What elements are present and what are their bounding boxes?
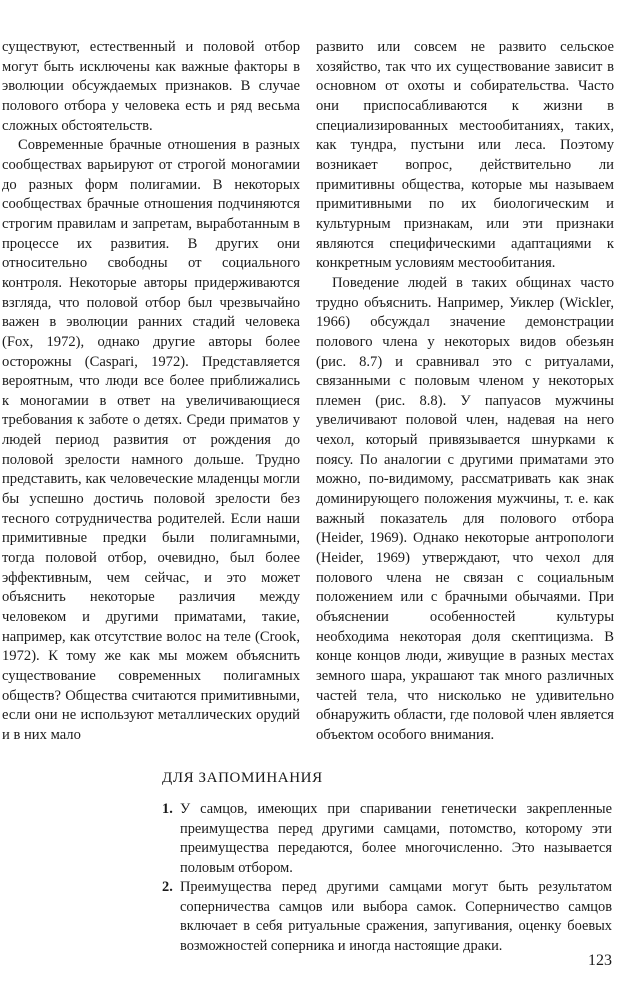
right-paragraph-2: Поведение людей в таких общинах часто трудно объяснить. Например, Уиклер (Wickler, 1966) обсуждал значение демонстрации полового члена у некоторых видов обезьян (рис. 8.7) и сравнивал это с ритуалами, связанными с половым членом у некоторых племен (рис. 8.8). У папуасов мужчины увеличивают половой член, надевая на него чехол, который привязывается шнурками к поясу. По аналогии с другими приматами это можно, по-видимому, рассматривать как знак доминирующего положения мужчины, т. е. как важный показатель для полового отбора (Heider, 1969). Однако некоторые антропологи (Heider, 1969) утверждают, что чехол для полового члена не связан с социальным положением или с брачными обычаями. При объяснении особенностей культуры необходима некоторая доля скептицизма. В конце концов люди, живущие в разных местах земного шара, украшают так много различных частей тела, что нисколько не удивительно обнаружить области, где половой член является объектом особого внимания.: [316, 274, 614, 743]
memo-list: [162, 800, 612, 956]
left-paragraph-2: Современные брачные отношения в разных сообществах варьируют от строгой моногамии до разных форм полигамии. В некоторых сообществах брачные отношения подчиняются строгим правилам и запретам, выработанным в процессе их развития. В других они относительно свободны от социального контроля. Некоторые авторы придерживаются взгляда, что половой отбор был чрезвычайно важен в эволюции ранних стадий человека (Fox, 1972), однако другие авторы более осторожны (Caspari, 1972). Представляется вероятным, что люди все более приближались к моногамии в ответ на увеличивающиеся требования к заботе о детях. Среди приматов у людей период развития от рождения до половой зрелости намного дольше. Трудно представить, как человеческие младенцы могли бы успешно достичь половой зрелости без тесного сотрудничества родителей. Если наши примитивные предки были полигамными, тогда половой отбор, очевидно, был более эффективным, чем сейчас, и это может объяснить некоторые различия между человеком и другими приматами, такие, например, как отсутствие волос на теле (Crook, 1972). К тому же как мы можем объяснить существование современных полигамных обществ? Общества считаются примитивными, если они не используют металлических орудий и в них мало: [2, 137, 300, 743]
right-text-column: [316, 38, 614, 746]
memo-item: [162, 878, 612, 956]
page-number: 123: [588, 952, 612, 969]
memo-heading: ДЛЯ ЗАПОМИНАНИЯ: [162, 770, 323, 786]
memo-item-text: У самцов, имеющих при спаривании генетически закрепленные преимущества перед другими самцами, потомство, которому эти преимущества передаются, более многочисленно. Это называется половым отбором.: [180, 801, 612, 876]
memo-item-number: 1.: [162, 801, 173, 817]
memo-item: [162, 800, 612, 878]
left-text-column: [2, 38, 300, 746]
left-paragraph-1: существуют, естественный и половой отбор могут быть исключены как важные факторы в эволюции обсуждаемых признаков. В случае полового отбора у человека есть и ряд весьма сложных обстоятельств.: [2, 39, 300, 134]
memo-item-text: Преимущества перед другими самцами могут быть результатом соперничества самцов или выбора самок. Соперничество самцов включает в себя ритуальные сражения, запугивания, оценку боевых возможностей соперника и иногда настоящие драки.: [180, 879, 612, 954]
right-paragraph-1: развито или совсем не развито сельское хозяйство, так что их существование зависит в основном от охоты и собирательства. Часто они приспосабливаются к жизни в специализированных местообитаниях, таких, как тундра, пустыни или леса. Поэтому возникает вопрос, действительно ли примитивны общества, которые мы называем примитивными по их биологическим и культурным признакам, или эти признаки являются специфическими адаптациями к конкретным условиям местообитания.: [316, 39, 614, 272]
memo-item-number: 2.: [162, 879, 173, 895]
